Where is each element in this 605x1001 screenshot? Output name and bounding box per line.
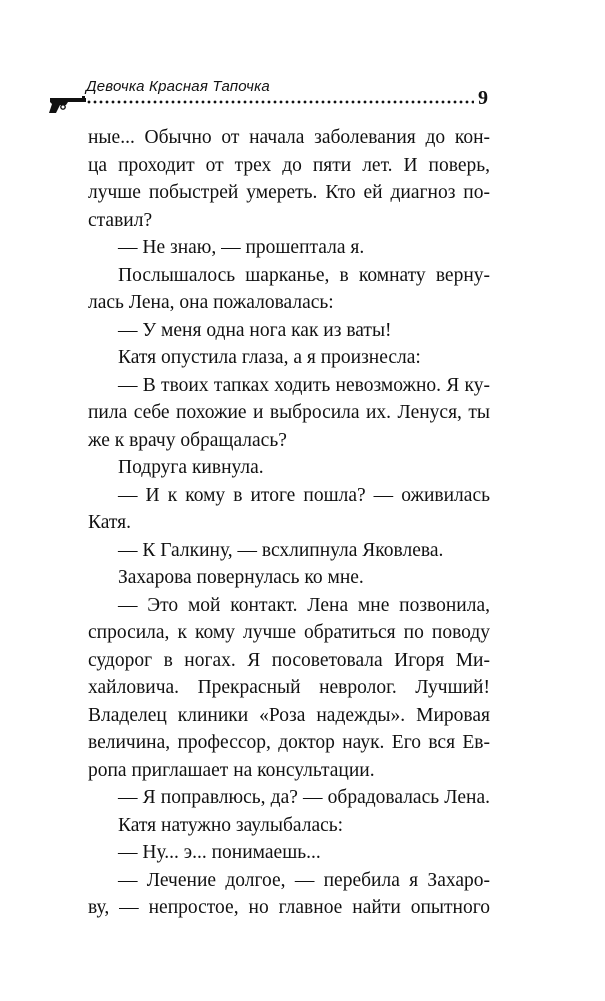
page-header <box>46 78 524 118</box>
text-line: же к врачу обращалась? <box>88 429 287 451</box>
text-line: Катя натужно заулыбалась: <box>118 814 344 836</box>
text-line: — У меня одна нога как из ваты! <box>118 319 392 341</box>
body-text <box>88 124 490 922</box>
text-line: ву, — непростое, но главное найти опытного <box>88 897 490 918</box>
text-line: ные... Обычно от начала заболевания до кон- <box>88 127 490 148</box>
text-line: Катя. <box>88 512 132 533</box>
text-line: Захарова повернулась ко мне. <box>118 567 364 588</box>
header-dotted-rule <box>86 100 474 104</box>
text-line: пила себе похожие и выбросила их. Ленуся, ты <box>88 402 490 423</box>
text-line: Подруга кивнула. <box>118 457 264 478</box>
text-line: — И к кому в итоге пошла? — оживилась <box>118 484 490 506</box>
text-line: — Я поправлюсь, да? — обрадовалась Лена. <box>118 787 490 808</box>
text-line: Катя опустила глаза, а я произнесла: <box>118 347 421 368</box>
text-line: ставил? <box>88 209 153 231</box>
text-line: лась Лена, она пожаловалась: <box>88 292 334 313</box>
text-line: величина, профессор, доктор наук. Его вся Ев- <box>88 732 490 753</box>
page-number: 9 <box>478 87 488 109</box>
text-line: — Это мой контакт. Лена мне позвонила, <box>118 594 490 616</box>
text-line: ропа приглашает на консультации. <box>88 759 375 781</box>
text-line: Владелец клиники «Роза надежды». Мировая <box>88 704 490 726</box>
text-line: — Ну... э... понимаешь... <box>118 842 321 863</box>
text-line: — В твоих тапках ходить невозможно. Я ку- <box>118 374 490 396</box>
text-line: хайловича. Прекрасный невролог. Лучший! <box>88 677 490 698</box>
text-line: Послышалось шарканье, в комнату верну- <box>118 264 490 286</box>
text-line: судорог в ногах. Я посоветовала Игоря Ми- <box>88 649 490 671</box>
text-line: лучше побыстрей умереть. Кто ей диагноз по- <box>88 182 490 203</box>
text-line: ца проходит от трех до пяти лет. И поверь, <box>88 154 490 176</box>
text-line: — Не знаю, — прошептала я. <box>118 237 365 258</box>
text-line: — Лечение долгое, — перебила я Захаро- <box>118 869 490 891</box>
running-title: Девочка Красная Тапочка <box>86 78 270 95</box>
text-line: — К Галкину, — всхлипнула Яковлева. <box>118 539 444 561</box>
revolver-icon <box>46 92 88 114</box>
text-line: спросила, к кому лучше обратиться по поводу <box>88 622 490 643</box>
